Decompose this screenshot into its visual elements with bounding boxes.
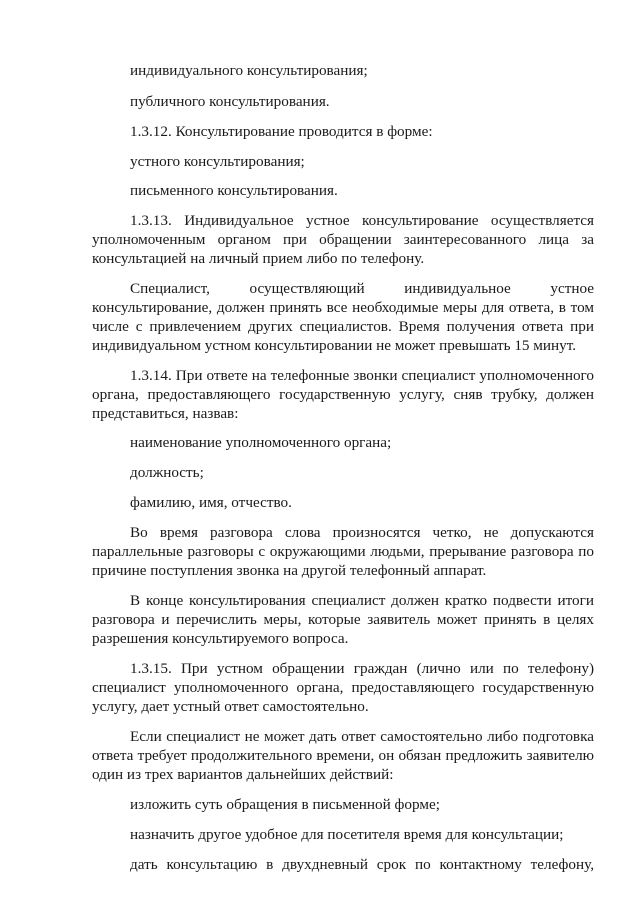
list-item-written-form: изложить суть обращения в письменной форме; (130, 796, 440, 813)
paragraph-1-3-15-line-2: специалист уполномоченного органа, предоставляющего государственную (92, 679, 594, 696)
list-item-organ-name: наименование уполномоченного органа; (130, 434, 392, 451)
list-item-other-time: назначить другое удобное для посетителя время для консультации; (130, 826, 564, 843)
paragraph-options-line-3: один из трех вариантов дальнейших действий: (92, 766, 394, 783)
paragraph-1-3-15-line-1: 1.3.15. При устном обращении граждан (лично или по телефону) (130, 660, 594, 677)
paragraph-1-3-13-line-3: консультацией на личный прием либо по телефону. (92, 250, 425, 267)
paragraph-options-line-1: Если специалист не может дать ответ самостоятельно либо подготовка (130, 728, 594, 745)
paragraph-1-3-12: 1.3.12. Консультирование проводится в форме: (130, 123, 433, 140)
paragraph-1-3-13-line-2: уполномоченным органом при обращении заинтересованного лица за (92, 231, 594, 248)
list-item-individual: индивидуального консультирования; (130, 62, 368, 79)
paragraph-summary-line-3: разрешения консультируемого вопроса. (92, 630, 349, 647)
list-item-written: письменного консультирования. (130, 182, 338, 199)
list-item-full-name: фамилию, имя, отчество. (130, 494, 292, 511)
paragraph-1-3-14-line-1: 1.3.14. При ответе на телефонные звонки специалист уполномоченного (130, 367, 594, 384)
list-item-position: должность; (130, 464, 204, 481)
paragraph-1-3-15-line-3: услугу, дает устный ответ самостоятельно. (92, 698, 369, 715)
paragraph-options-line-2: ответа требует продолжительного времени, он обязан предложить заявителю (92, 747, 594, 764)
list-item-two-day-consultation: дать консультацию в двухдневный срок по контактному телефону, (130, 856, 594, 873)
paragraph-summary-line-1: В конце консультирования специалист должен кратко подвести итоги (130, 592, 594, 609)
paragraph-specialist-line-4: индивидуальном устном консультировании не может превышать 15 минут. (92, 337, 577, 354)
paragraph-1-3-13-line-1: 1.3.13. Индивидуальное устное консультирование осуществляется (130, 212, 594, 229)
paragraph-1-3-14-line-2: органа, предоставляющего государственную услугу, сняв трубку, должен (92, 386, 594, 403)
paragraph-specialist-line-2: консультирование, должен принять все необходимые меры для ответа, в том (92, 299, 594, 316)
list-item-public: публичного консультирования. (130, 93, 330, 110)
paragraph-conversation-line-2: параллельные разговоры с окружающими людьми, прерывание разговора по (92, 543, 594, 560)
paragraph-conversation-line-1: Во время разговора слова произносятся четко, не допускаются (130, 524, 594, 541)
paragraph-summary-line-2: разговора и перечислить меры, которые заявитель может принять в целях (92, 611, 594, 628)
paragraph-specialist-line-3: числе с привлечением других специалистов. Время получения ответа при (92, 318, 594, 335)
paragraph-specialist-line-1: Специалист, осуществляющий индивидуальное устное (130, 280, 594, 297)
paragraph-1-3-14-line-3: представиться, назвав: (92, 405, 239, 422)
paragraph-conversation-line-3: причине поступления звонка на другой телефонный аппарат. (92, 562, 487, 579)
list-item-oral: устного консультирования; (130, 153, 305, 170)
